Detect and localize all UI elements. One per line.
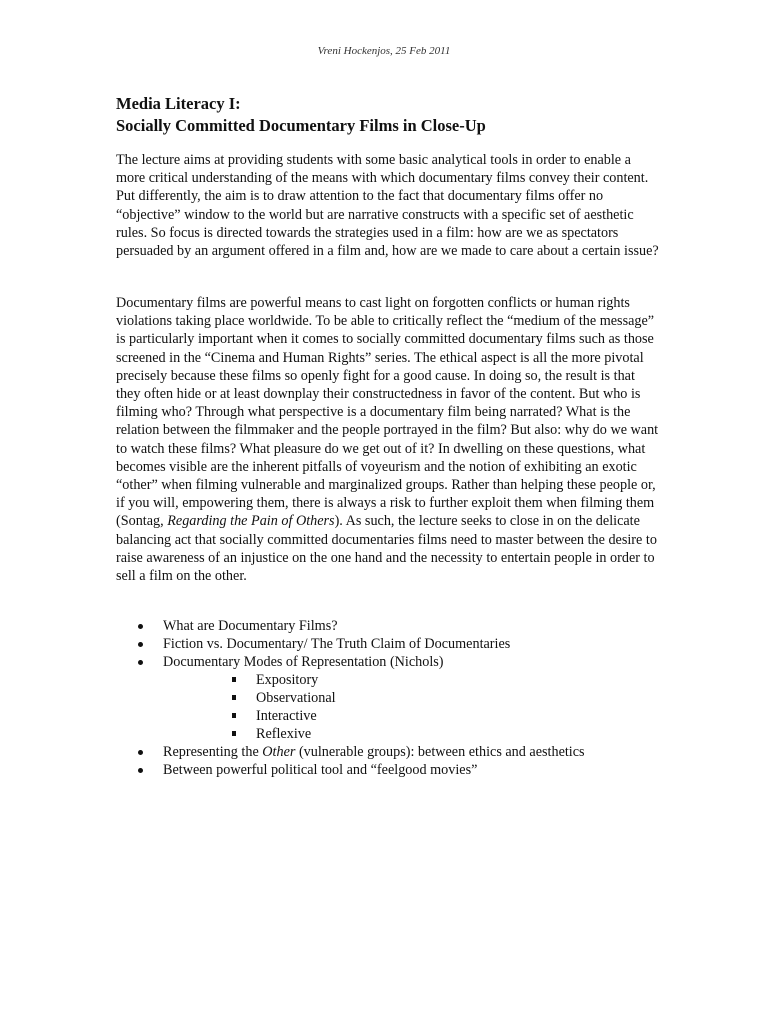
- bullet-icon: [138, 624, 143, 629]
- title-line-2: Socially Committed Documentary Films in Close-Up: [116, 116, 486, 135]
- bullet-icon: [138, 768, 143, 773]
- byline: Vreni Hockenjos, 25 Feb 2011: [317, 45, 451, 57]
- sub-list-item: [0, 707, 768, 725]
- square-bullet-icon: [232, 713, 236, 718]
- sub-list-item-text: Expository: [256, 672, 319, 688]
- intro-paragraph: The lecture aims at providing students with some basic analytical tools in order to enable a more critical understanding of the means with which documentary films convey their content. Put differently, the aim is to draw attention to the fact that documentary films offer no “objective” window to the world but are narrative constructs with a specific set of aesthetic rules. So focus is directed towards the strategies used in a film: how are we as spectators persuaded by an argument offered in a film and, how are we made to care about a certain issue?: [116, 152, 659, 260]
- document-title: [116, 93, 676, 137]
- body-paragraph-text-1: Documentary films are powerful means to cast light on forgotten conflicts or human rights violations taking place worldwide. To be able to critically reflect the “medium of the message” is particularly important when it comes to socially committed documentary films such as those screened in the “Cinema and Human Rights” series. The ethical aspect is all the more pivotal precisely because these films so openly fight for a good cause. In doing so, the result is that they often hide or at least downplay their constructedness in favor of the content. But who is filming who? Through what perspective is a documentary film being narrated? What is the relation between the filmmaker and the people portrayed in the film? But also: why do we want to watch these films? What pleasure do we get out of it? In dwelling on these questions, what becomes visible are the inherent pitfalls of voyeurism and the notion of exhibiting an exotic “other” when filming vulnerable and marginalized groups. Rather than helping these people or, if you will, empowering them, there is always a risk to further exploit them when filming them (Sontag,: [116, 295, 659, 530]
- list-item: [0, 635, 768, 653]
- list-item-text: [163, 743, 585, 761]
- list-item-text: Documentary Modes of Representation (Nichols): [163, 654, 444, 670]
- sub-list-item-text: Reflexive: [256, 726, 312, 742]
- list-item: [0, 617, 768, 635]
- list-item-text: What are Documentary Films?: [163, 618, 338, 634]
- bullet-icon: [138, 750, 143, 755]
- square-bullet-icon: [232, 677, 236, 682]
- sub-list-item-text: Observational: [256, 690, 336, 706]
- sub-list-item-text: Interactive: [256, 708, 317, 724]
- title-line-1: Media Literacy I:: [116, 94, 241, 113]
- bullet-icon: [138, 660, 143, 665]
- list-item: [0, 653, 768, 671]
- body-paragraph: [116, 294, 661, 585]
- sub-list-item: [0, 689, 768, 707]
- list-item-text: Fiction vs. Documentary/ The Truth Claim of Documentaries: [163, 636, 511, 652]
- book-citation: Regarding the Pain of Others: [167, 513, 335, 530]
- list-item-text-post: (vulnerable groups): between ethics and aesthetics: [295, 744, 585, 760]
- bullet-icon: [138, 642, 143, 647]
- square-bullet-icon: [232, 695, 236, 700]
- list-item-emphasis: Other: [262, 744, 296, 760]
- list-item-text-pre: Representing the: [163, 744, 263, 760]
- sub-list-item: [0, 671, 768, 689]
- list-item-text: Between powerful political tool and “feelgood movies”: [163, 762, 478, 778]
- sub-list-item: [0, 725, 768, 743]
- topic-list: [0, 617, 768, 779]
- body-paragraph-text-2: ). As such, the lecture seeks to close in on the delicate balancing act that socially committed documentaries films need to master between the desire to raise awareness of an injustice on the one hand and the necessity to entertain people in order to sell a film on the other.: [116, 513, 657, 585]
- list-item: [0, 761, 768, 779]
- list-item: [0, 743, 768, 761]
- square-bullet-icon: [232, 731, 236, 736]
